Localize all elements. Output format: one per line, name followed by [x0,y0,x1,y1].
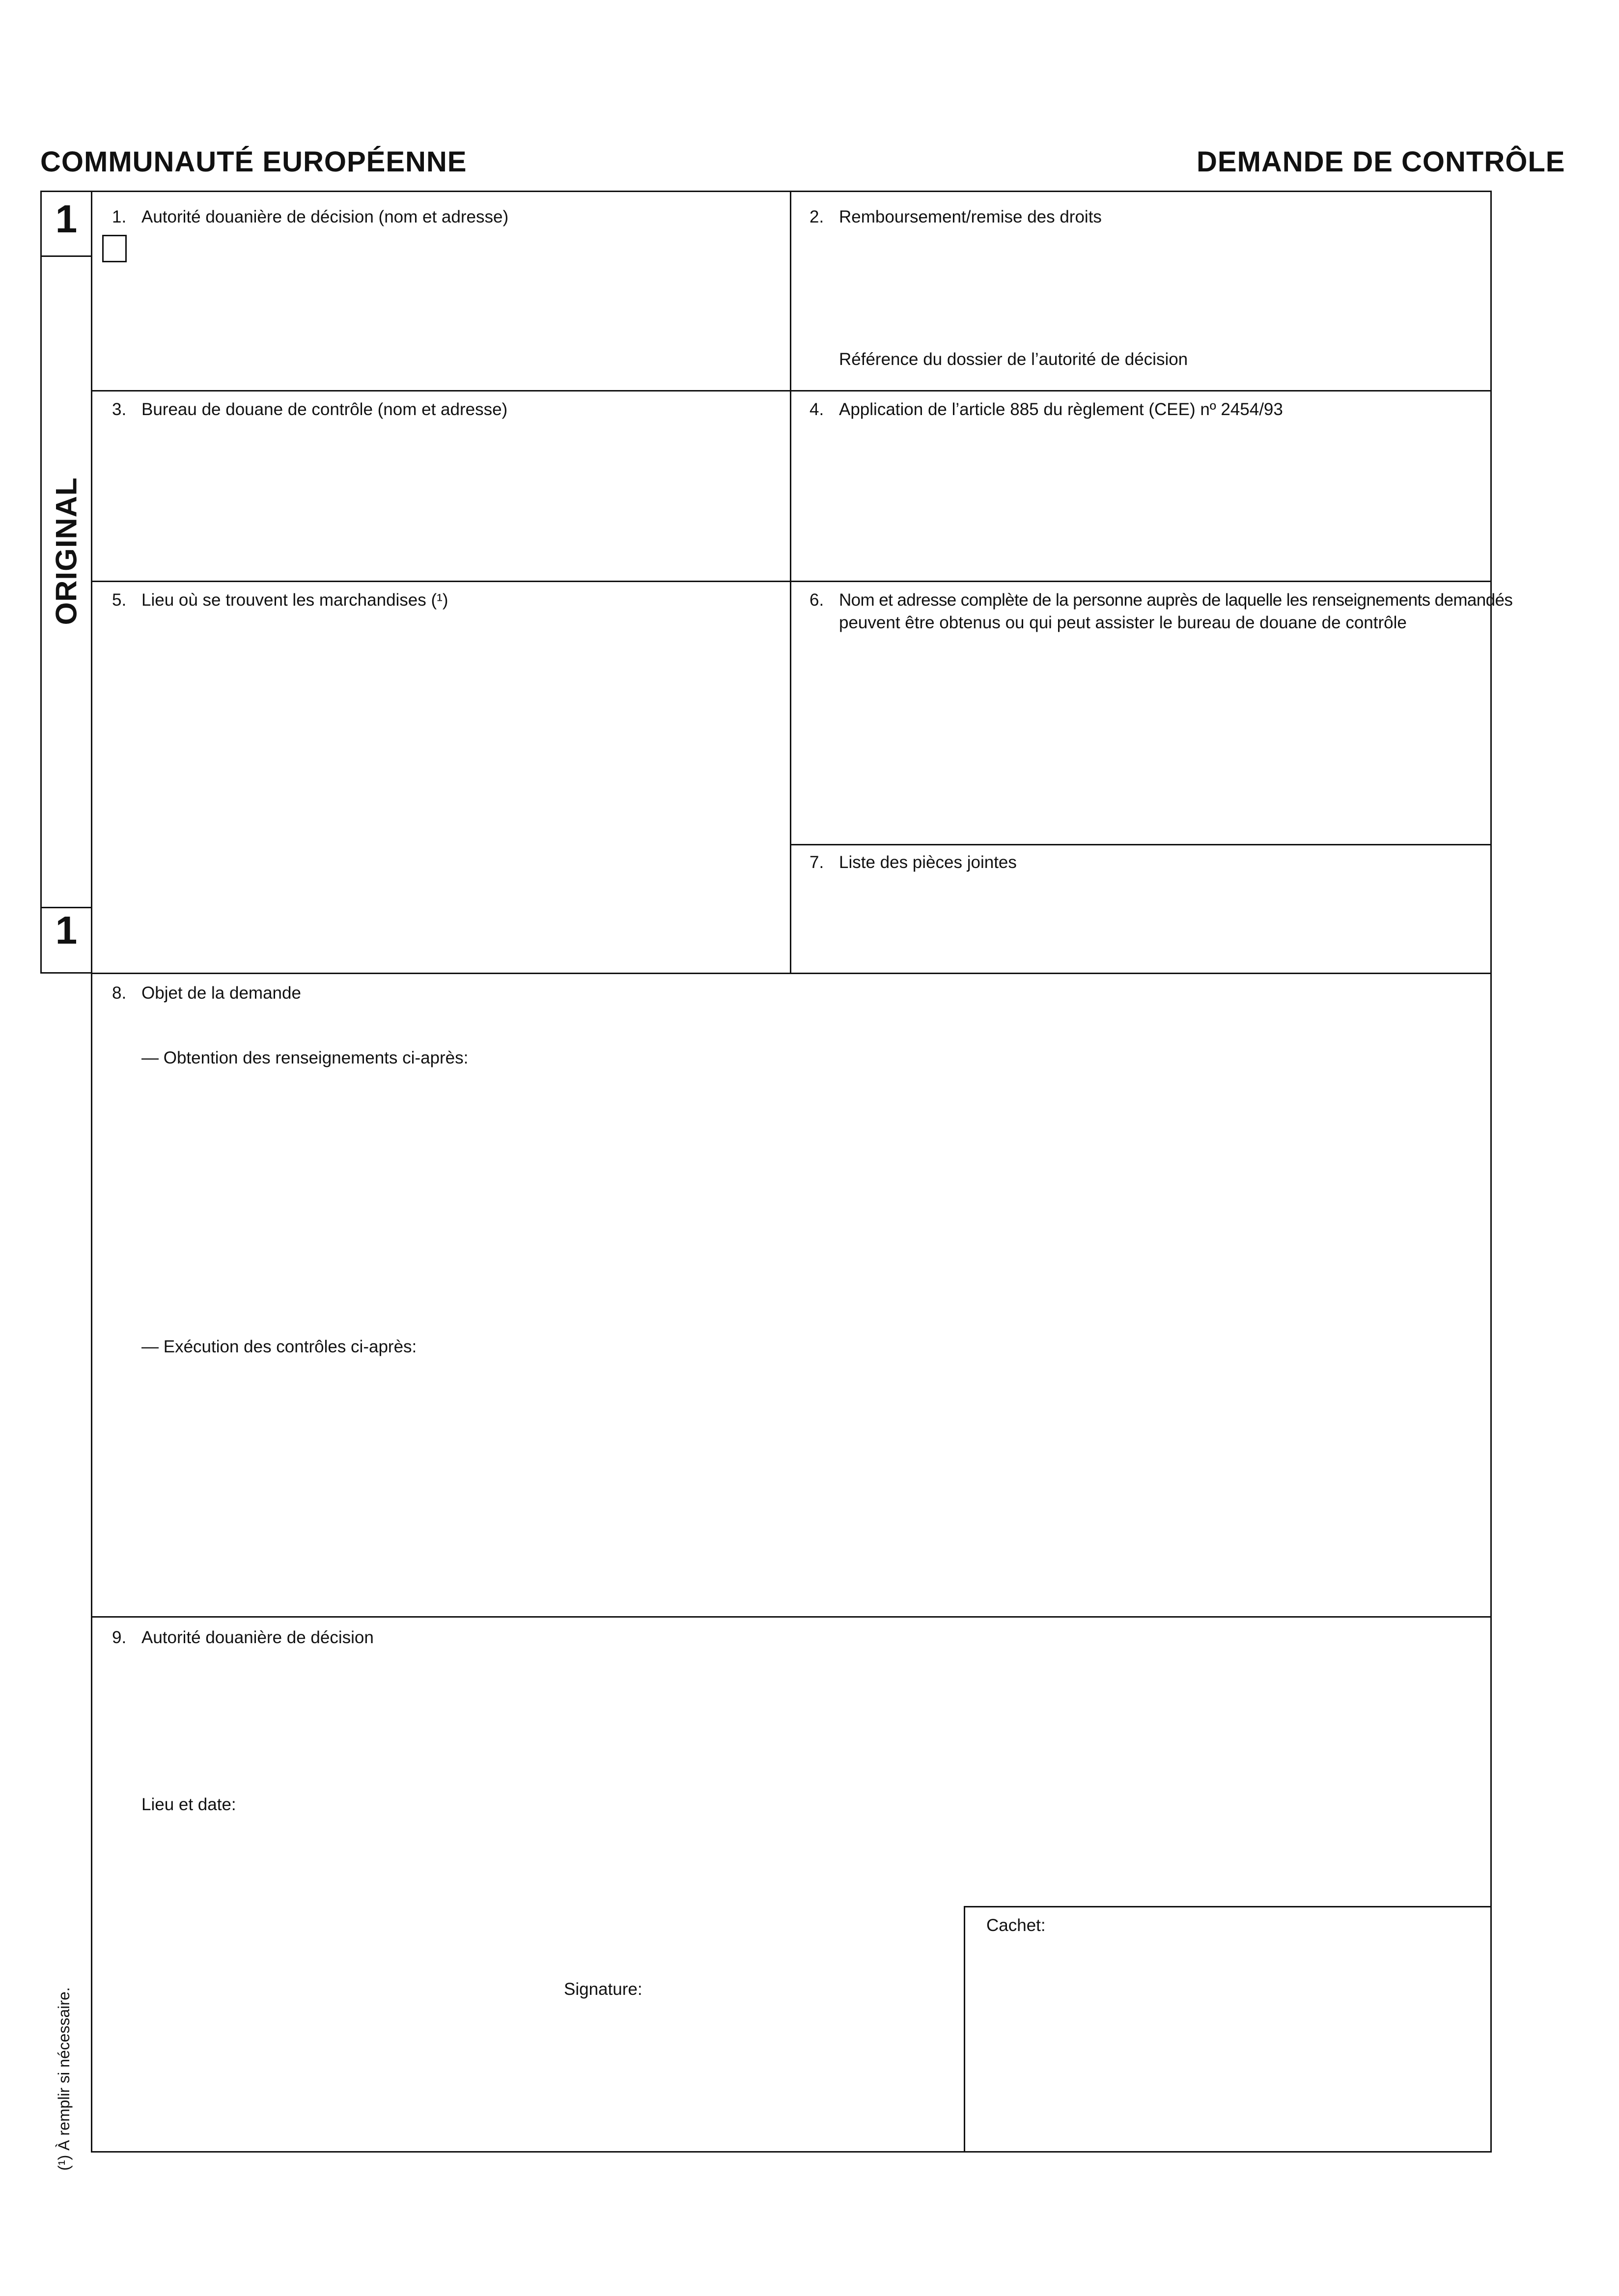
copy-number-top: 1 [55,197,78,241]
box-7-label: 7. Liste des pièces jointes [810,853,1017,872]
box-4-label: 4. Application de l’article 885 du règlement (CEE) nº 2454/93 [810,400,1283,419]
box-1-label: 1. Autorité douanière de décision (nom et adresse) [112,207,509,226]
copy-label: ORIGINAL [50,477,83,625]
box-9-place-date: Lieu et date: [141,1795,236,1814]
box-6-label: 6. Nom et adresse complète de la personne auprès de laquelle les renseignements demandés [810,590,1513,610]
copy-number-bottom: 1 [55,908,78,952]
box-9-stamp-label: Cachet: [986,1916,1046,1935]
box-2-sublabel: Référence du dossier de l’autorité de décision [839,350,1188,369]
row-divider-8 [91,973,1492,974]
box-1-checkbox[interactable] [102,235,127,262]
form-frame [91,191,1492,2153]
box-5-label: 5. Lieu où se trouvent les marchandises (¹) [112,590,448,610]
stamp-box [964,1906,1492,2153]
header-left-title: COMMUNAUTÉ EUROPÉENNE [40,146,467,178]
box-3-label: 3. Bureau de douane de contrôle (nom et adresse) [112,400,508,419]
row-divider-2 [91,581,1492,582]
box-8-label: 8. Objet de la demande [112,983,301,1003]
row-divider-6-7 [790,844,1492,845]
copy-strip-divider-top [40,255,92,257]
middle-divider [790,191,791,974]
row-divider-1 [91,390,1492,392]
row-divider-9 [91,1616,1492,1618]
box-9-signature: Signature: [564,1980,642,1999]
header-right-title: DEMANDE DE CONTRÔLE [1197,146,1565,178]
box-2-label: 2. Remboursement/remise des droits [810,207,1102,226]
box-6-label-line2: peuvent être obtenus ou qui peut assister le bureau de douane de contrôle [839,613,1407,632]
box-8-item-information: — Obtention des renseignements ci-après: [141,1048,469,1067]
box-9-label: 9. Autorité douanière de décision [112,1628,374,1647]
box-8-item-controls: — Exécution des contrôles ci-après: [141,1337,417,1356]
footnote: (¹) À remplir si nécessaire. [55,1987,73,2171]
